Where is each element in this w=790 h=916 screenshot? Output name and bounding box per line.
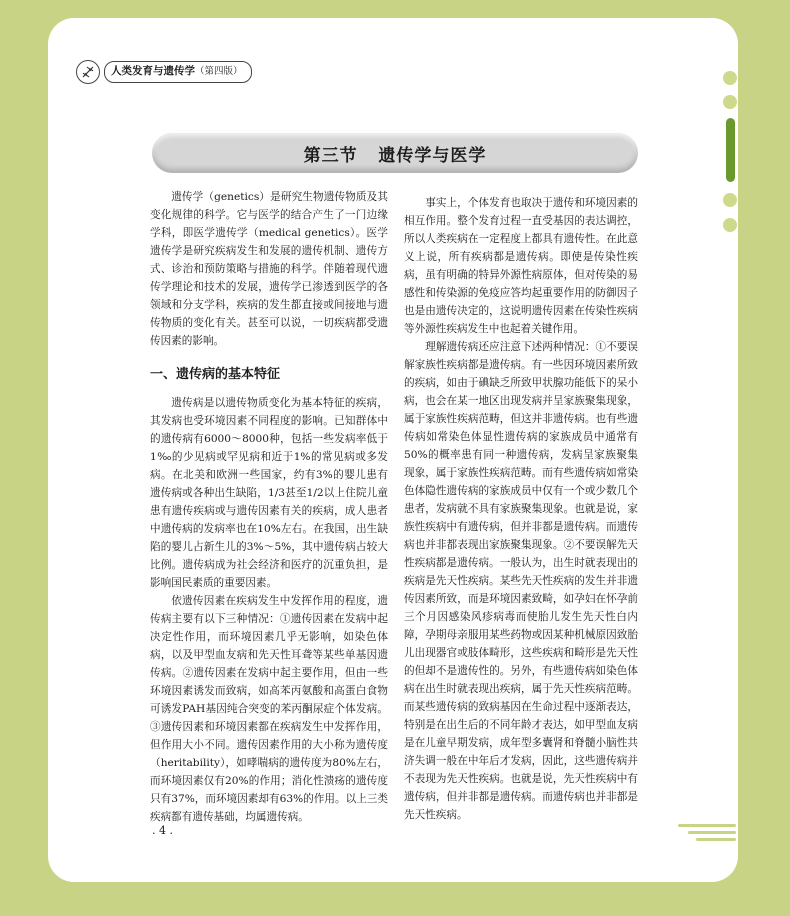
body-paragraph: 理解遗传病还应注意下述两种情况：①不要误解家族性疾病都是遗传病。有一些因环境因素所致的疾病，如由于碘缺乏所致甲状腺功能低下的呆小病，也会在某一地区出现发病并呈家族聚集现象，属于家族性疾病范畴，但这并非遗传病。也有些遗传病如常染色体显性遗传病的家族成员中通常有50%的概率患有同一种遗传病，发病呈家族聚集现象，属于家族性疾病范畴。而有些遗传病如常染色体隐性遗传病的家族成员中仅有一个或少数几个患者，发病就不具有家族聚集现象。也就是说，家族性疾病中有遗传病，但并非都是遗传病。而遗传病也并非都表现出家族聚集现象。②不要误解先天性疾病都是遗传病。一般认为，出生时就表现出的疾病是先天性疾病。某些先天性疾病的发生并非遗传因素所致，而是环境因素致畸，如孕妇在怀孕前三个月因感染风疹病毒而使胎儿发生先天性白内障，孕期母亲服用某些药物或因某种机械原因致胎儿出现器官或肢体畸形，这些疾病和畸形是先天性的但却不是遗传性的。另外，有些遗传病如染色体病在出生时就表现出疾病，属于先天性疾病范畴。而某些遗传病的致病基因在生命过程中逐渐表达，特别是在出生后的不同年龄才表达，如甲型血友病是在儿童早期发病，成年型多囊肾和脊髓小脑性共济失调一般在中年后才发病，因此，这些遗传病并不表现为先天性疾病。也就是说，先天性疾病中有遗传病，但并非都是遗传病。而遗传病也并非都是先天性疾病。 <box>404 341 638 821</box>
section-title-bar <box>152 133 638 173</box>
decorative-line <box>678 824 736 827</box>
intro-paragraph: 遗传学（genetics）是研究生物遗传物质及其变化规律的科学。它与医学的结合产生了一门边缘学科，即医学遗传学（medical genetics）。医学遗传学是研究疾病发生和发展的遗传机制、遗传方式、诊治和预防策略与措施的科学。伴随着现代遗传学理论和技术的发展，遗传学已渗透到医学的各领域和分支学科，疾病的发生都直接或间接地与遗传物质的变化有关。甚至可以说，一切疾病都受遗传因素的影响。 <box>150 191 388 347</box>
chapter-nav-dot[interactable] <box>723 71 737 85</box>
chapter-nav-dot[interactable] <box>723 95 737 109</box>
book-title-label <box>104 61 252 83</box>
page-number: . 4 . <box>152 824 173 837</box>
body-paragraph: 事实上，个体发育也取决于遗传和环境因素的相互作用。整个发育过程一直受基因的表达调控，所以人类疾病在一定程度上都具有遗传性。在此意义上说，所有疾病都是遗传病。即使是传染性疾病，虽有明确的特异外源性病原体，但对传染的易感性和传染源的免疫应答均起重要作用的防御因子也是由遗传决定的，这说明遗传因素在传染性疾病等外源性疾病发生中也起着关键作用。 <box>404 197 638 335</box>
edition-label: （第四版） <box>195 66 243 77</box>
dna-helix-icon <box>76 60 100 84</box>
right-column <box>404 194 638 824</box>
body-paragraph: 遗传病是以遗传物质变化为基本特征的疾病，其发病也受环境因素不同程度的影响。已知群体中的遗传病有6000～8000种，包括一些发病率低于1‰的少见病或罕见病和近于1%的常见病或多发病。在北美和欧洲一些国家，约有3%的婴儿患有遗传病或各种出生缺陷，1/3甚至1/2以上住院儿童患有遗传疾病或与遗传因素有关的疾病，成人患者中遗传病的发病率也在10%左右。在我国，出生缺陷的婴儿占新生儿的3%～5%，其中遗传病占较大比例。遗传病成为社会经济和医疗的沉重负担，是影响国民素质的重要因素。 <box>150 397 388 589</box>
running-head <box>76 60 252 84</box>
left-column <box>150 188 388 826</box>
chapter-nav-dot[interactable] <box>723 193 737 207</box>
book-title: 人类发育与遗传学 <box>111 65 195 77</box>
body-paragraph: 依遗传因素在疾病发生中发挥作用的程度，遗传病主要有以下三种情况：①遗传因素在发病中起决定性作用，而环境因素几乎无影响，如染色体病，以及甲型血友病和先天性耳聋等某些单基因遗传病。②遗传因素在发病中起主要作用，但由一些环境因素诱发而致病，如高苯丙氨酸和高蛋白食物可诱发PAH基因纯合突变的苯丙酮尿症个体发病。③遗传因素和环境因素都在疾病发生中发挥作用，但作用大小不同。遗传因素作用的大小称为遗传度（heritability），如哮喘病的遗传度为80%左右，而环境因素仅有20%的作用；消化性溃疡的遗传度只有37%，而环境因素却有63%的作用。以上三类疾病都有遗传基础，均属遗传病。 <box>150 595 388 823</box>
section-title: 第三节 遗传学与医学 <box>303 145 487 166</box>
chapter-nav-dot[interactable] <box>723 218 737 232</box>
section-heading: 一、遗传病的基本特征 <box>150 367 281 382</box>
decorative-line <box>696 838 736 841</box>
decorative-line <box>688 831 736 834</box>
chapter-nav-active[interactable] <box>726 118 735 182</box>
